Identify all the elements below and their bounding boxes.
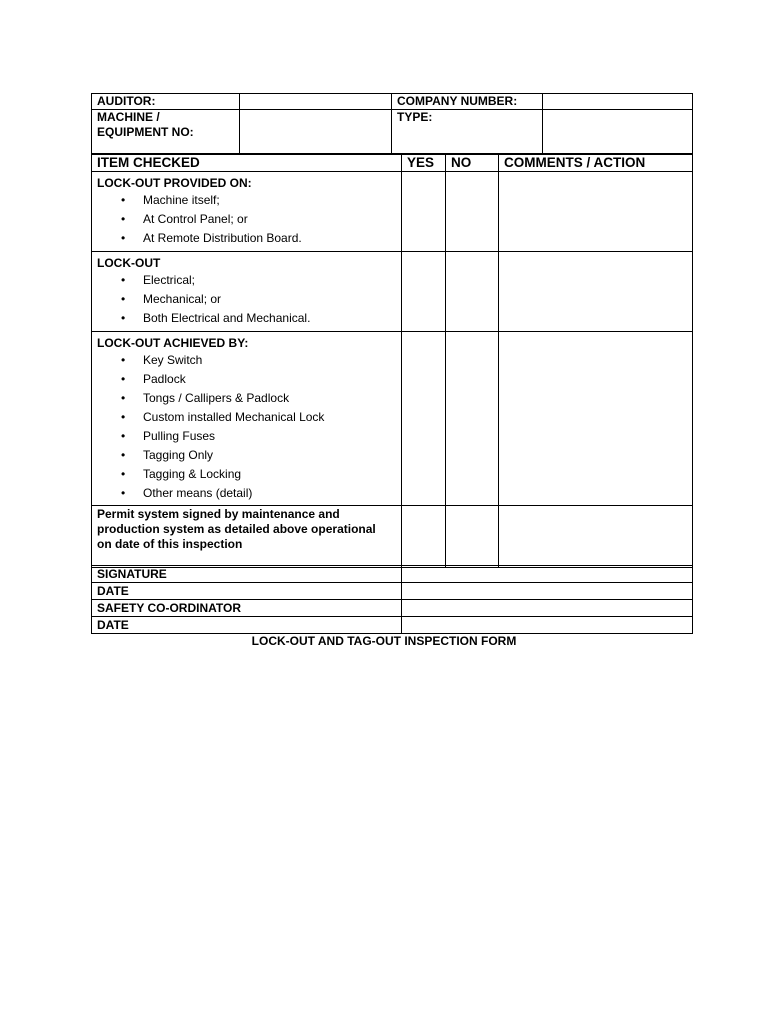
section-cell bbox=[92, 172, 402, 252]
date-label: DATE bbox=[92, 583, 402, 600]
permit-text: Permit system signed by maintenance and production system as detailed above operational on date of this inspection bbox=[92, 506, 402, 568]
date-field[interactable] bbox=[402, 583, 693, 600]
signature-label: SIGNATURE bbox=[92, 566, 402, 583]
safety-coordinator-label: SAFETY CO-ORDINATOR bbox=[92, 600, 402, 617]
list-item: • Machine itself; bbox=[97, 191, 401, 210]
no-cell[interactable] bbox=[446, 332, 499, 506]
section-row bbox=[92, 172, 693, 252]
col-comments: COMMENTS / ACTION bbox=[499, 155, 693, 172]
list-item: • Tongs / Callipers & Padlock bbox=[97, 389, 401, 408]
machine-label-line2: EQUIPMENT NO: bbox=[97, 125, 194, 139]
machine-equipment-label bbox=[92, 110, 240, 154]
auditor-label: AUDITOR: bbox=[92, 94, 240, 110]
list-item: • Other means (detail) bbox=[97, 484, 401, 503]
safety-coordinator-field[interactable] bbox=[402, 600, 693, 617]
list-item: • Tagging Only bbox=[97, 446, 401, 465]
machine-equipment-field[interactable] bbox=[240, 110, 392, 154]
section-list bbox=[97, 351, 401, 503]
list-item: • At Remote Distribution Board. bbox=[97, 229, 401, 248]
type-label: TYPE: bbox=[392, 110, 543, 154]
signature-field[interactable] bbox=[402, 566, 693, 583]
section-title: LOCK-OUT PROVIDED ON: bbox=[97, 176, 252, 190]
yes-cell[interactable] bbox=[402, 252, 446, 332]
section-list bbox=[97, 191, 401, 248]
col-item-checked: ITEM CHECKED bbox=[92, 155, 402, 172]
list-item: • Tagging & Locking bbox=[97, 465, 401, 484]
no-cell[interactable] bbox=[446, 252, 499, 332]
comments-cell[interactable] bbox=[499, 332, 693, 506]
auditor-field[interactable] bbox=[240, 94, 392, 110]
comments-cell[interactable] bbox=[499, 172, 693, 252]
date-label: DATE bbox=[92, 617, 402, 634]
list-item: • Mechanical; or bbox=[97, 290, 401, 309]
machine-label-line1: MACHINE / bbox=[97, 110, 160, 124]
list-item: • Electrical; bbox=[97, 271, 401, 290]
no-cell[interactable] bbox=[446, 172, 499, 252]
yes-cell[interactable] bbox=[402, 332, 446, 506]
list-item: • Pulling Fuses bbox=[97, 427, 401, 446]
section-list bbox=[97, 271, 401, 328]
permit-row bbox=[92, 506, 693, 568]
date-field[interactable] bbox=[402, 617, 693, 634]
items-table bbox=[91, 154, 693, 568]
comments-cell[interactable] bbox=[499, 252, 693, 332]
list-item: • Padlock bbox=[97, 370, 401, 389]
col-yes: YES bbox=[402, 155, 446, 172]
section-row bbox=[92, 332, 693, 506]
signoff-table bbox=[91, 565, 693, 634]
col-no: NO bbox=[446, 155, 499, 172]
company-number-label: COMPANY NUMBER: bbox=[392, 94, 543, 110]
form-caption: LOCK-OUT AND TAG-OUT INSPECTION FORM bbox=[251, 634, 517, 648]
section-cell bbox=[92, 252, 402, 332]
list-item: • Custom installed Mechanical Lock bbox=[97, 408, 401, 427]
section-title: LOCK-OUT bbox=[97, 256, 161, 270]
comments-cell[interactable] bbox=[499, 506, 693, 568]
yes-cell[interactable] bbox=[402, 506, 446, 568]
yes-cell[interactable] bbox=[402, 172, 446, 252]
no-cell[interactable] bbox=[446, 506, 499, 568]
list-item: • At Control Panel; or bbox=[97, 210, 401, 229]
section-row bbox=[92, 252, 693, 332]
section-cell bbox=[92, 332, 402, 506]
type-field[interactable] bbox=[543, 110, 693, 154]
section-title: LOCK-OUT ACHIEVED BY: bbox=[97, 336, 249, 350]
header-table bbox=[91, 93, 693, 154]
list-item: • Both Electrical and Mechanical. bbox=[97, 309, 401, 328]
list-item: • Key Switch bbox=[97, 351, 401, 370]
company-number-field[interactable] bbox=[543, 94, 693, 110]
